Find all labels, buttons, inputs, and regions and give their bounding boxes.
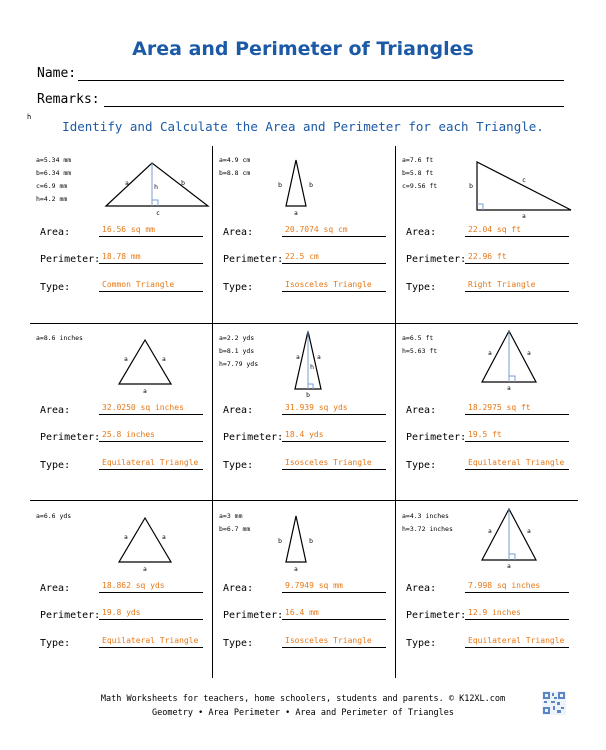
side-label: a [488, 528, 492, 535]
area-line [282, 236, 386, 237]
perimeter-label: Perimeter: [223, 610, 284, 621]
type-answer: Isosceles Triangle [285, 280, 372, 289]
area-label: Area: [40, 405, 71, 416]
right-angle-mark [152, 200, 158, 206]
problem-cell [30, 502, 212, 679]
area-answer: 20.7074 sq cm [285, 225, 348, 234]
side-label: a [294, 210, 298, 217]
side-label: b [309, 538, 313, 545]
type-line [99, 647, 203, 648]
side-label: a [317, 354, 321, 361]
problem-cell [213, 324, 395, 501]
perimeter-answer: 19.8 yds [102, 608, 141, 617]
type-answer: Equilateral Triangle [468, 636, 565, 645]
footer-line-1: Math Worksheets for teachers, home schoolers, students and parents. © K12XL.com [100, 694, 506, 704]
problem-cell [396, 502, 578, 679]
area-line [99, 592, 203, 593]
perimeter-label: Perimeter: [40, 254, 101, 265]
side-label: a [488, 350, 492, 357]
perimeter-answer: 18.4 yds [285, 430, 324, 439]
triangle-figure [396, 146, 578, 226]
type-answer: Right Triangle [468, 280, 536, 289]
right-angle-mark [477, 204, 483, 210]
given-value: a=7.6 ft [402, 156, 434, 164]
given-value: b=6.7 mm [219, 525, 251, 533]
remarks-line [104, 106, 564, 107]
side-label: b [469, 183, 473, 190]
triangle-figure [213, 146, 395, 226]
given-value: a=8.6 inches [36, 334, 83, 342]
perimeter-label: Perimeter: [223, 254, 284, 265]
side-label: a [296, 354, 300, 361]
type-answer: Equilateral Triangle [468, 458, 565, 467]
area-line [99, 414, 203, 415]
area-answer: 31.939 sq yds [285, 403, 348, 412]
triangle-figure [30, 324, 212, 404]
name-field[interactable] [37, 66, 76, 81]
type-label: Type: [40, 460, 71, 471]
worksheet-title: Area and Perimeter of Triangles [132, 38, 474, 60]
remarks-field[interactable] [37, 92, 100, 107]
name-line [78, 80, 564, 81]
area-label: Area: [406, 405, 437, 416]
height-label: h [154, 184, 158, 191]
side-label: a [522, 213, 526, 220]
area-line [465, 236, 569, 237]
given-value: a=4.9 cm [219, 156, 251, 164]
side-label: a [507, 563, 511, 570]
perimeter-label: Perimeter: [40, 432, 101, 443]
triangle-shape [286, 160, 306, 206]
perimeter-line [282, 619, 386, 620]
type-label: Type: [40, 638, 71, 649]
problem-cell [30, 324, 212, 501]
area-label: Area: [40, 583, 71, 594]
side-label: c [156, 210, 160, 217]
instructions: Identify and Calculate the Area and Perimeter for each Triangle. [62, 119, 544, 134]
h-mark: h [27, 113, 32, 121]
type-label: Type: [40, 282, 71, 293]
area-label: Area: [406, 227, 437, 238]
perimeter-label: Perimeter: [223, 432, 284, 443]
perimeter-answer: 22.5 cm [285, 252, 319, 261]
right-angle-mark [509, 376, 515, 382]
given-value: a=6.5 ft [402, 334, 434, 342]
perimeter-answer: 25.8 inches [102, 430, 155, 439]
footer-line-2: Geometry • Area Perimeter • Area and Perimeter of Triangles [152, 708, 454, 718]
side-label: b [309, 182, 313, 189]
perimeter-answer: 18.78 mm [102, 252, 141, 261]
area-answer: 18.862 sq yds [102, 581, 165, 590]
perimeter-line [99, 619, 203, 620]
given-value: b=6.34 mm [36, 169, 72, 177]
side-label: a [143, 566, 147, 573]
problem-cell [213, 502, 395, 679]
side-label: a [507, 385, 511, 392]
perimeter-label: Perimeter: [406, 610, 467, 621]
perimeter-line [465, 263, 569, 264]
perimeter-line [465, 619, 569, 620]
given-value: c=6.9 mm [36, 182, 68, 190]
side-label: b [278, 182, 282, 189]
type-line [99, 469, 203, 470]
given-value: h=7.79 yds [219, 360, 259, 368]
type-label: Type: [406, 638, 437, 649]
area-label: Area: [40, 227, 71, 238]
height-label: h [310, 364, 314, 371]
type-line [282, 469, 386, 470]
name-label: Name: [37, 66, 77, 81]
given-value: a=6.6 yds [36, 512, 72, 520]
perimeter-line [282, 263, 386, 264]
type-line [99, 291, 203, 292]
area-line [465, 414, 569, 415]
given-value: b=8.8 cm [219, 169, 251, 177]
given-value: h=4.2 mm [36, 195, 68, 203]
area-answer: 9.7949 sq mm [285, 581, 343, 590]
side-label: a [124, 534, 128, 541]
perimeter-label: Perimeter: [406, 432, 467, 443]
area-line [465, 592, 569, 593]
side-label: b [181, 180, 185, 187]
perimeter-line [99, 441, 203, 442]
triangle-figure [213, 502, 395, 582]
area-label: Area: [406, 583, 437, 594]
given-value: h=5.63 ft [402, 347, 438, 355]
side-label: a [124, 356, 128, 363]
given-value: b=8.1 yds [219, 347, 255, 355]
perimeter-label: Perimeter: [40, 610, 101, 621]
area-answer: 18.2975 sq ft [468, 403, 531, 412]
type-answer: Isosceles Triangle [285, 636, 372, 645]
side-label: c [522, 177, 526, 184]
triangle-figure [396, 502, 578, 582]
right-angle-mark [509, 554, 515, 560]
type-line [465, 647, 569, 648]
problem-grid [30, 146, 578, 678]
type-label: Type: [406, 460, 437, 471]
type-answer: Common Triangle [102, 280, 175, 289]
area-label: Area: [223, 583, 254, 594]
perimeter-answer: 12.9 inches [468, 608, 521, 617]
type-label: Type: [223, 282, 254, 293]
area-answer: 7.998 sq inches [468, 581, 541, 590]
triangle-figure [30, 146, 212, 226]
area-line [99, 236, 203, 237]
perimeter-line [282, 441, 386, 442]
given-value: a=3 mm [219, 512, 243, 520]
area-answer: 16.56 sq mm [102, 225, 155, 234]
type-answer: Equilateral Triangle [102, 636, 199, 645]
right-angle-mark [308, 384, 313, 389]
problem-cell [396, 324, 578, 501]
triangle-figure [213, 324, 395, 404]
side-label: a [162, 356, 166, 363]
side-label: b [278, 538, 282, 545]
area-label: Area: [223, 227, 254, 238]
area-label: Area: [223, 405, 254, 416]
type-line [282, 291, 386, 292]
triangle-figure [396, 324, 578, 404]
side-label: a [143, 388, 147, 395]
area-line [282, 414, 386, 415]
perimeter-line [99, 263, 203, 264]
triangle-shape [286, 516, 306, 562]
given-value: b=5.8 ft [402, 169, 434, 177]
perimeter-answer: 22.96 ft [468, 252, 507, 261]
triangle-shape [477, 162, 571, 210]
remarks-label: Remarks: [37, 92, 100, 107]
type-label: Type: [223, 460, 254, 471]
side-label: a [162, 534, 166, 541]
given-value: a=4.3 inches [402, 512, 449, 520]
perimeter-answer: 19.5 ft [468, 430, 502, 439]
perimeter-line [465, 441, 569, 442]
problem-cell [213, 146, 395, 323]
area-answer: 22.04 sq ft [468, 225, 521, 234]
qr-code-icon [542, 691, 566, 715]
type-line [465, 291, 569, 292]
type-line [465, 469, 569, 470]
triangle-figure [30, 502, 212, 582]
side-label: a [527, 528, 531, 535]
side-label: a [527, 350, 531, 357]
perimeter-answer: 16.4 mm [285, 608, 319, 617]
side-label: a [125, 180, 129, 187]
type-label: Type: [406, 282, 437, 293]
area-answer: 32.0250 sq inches [102, 403, 184, 412]
given-value: a=5.34 mm [36, 156, 72, 164]
type-answer: Equilateral Triangle [102, 458, 199, 467]
type-answer: Isosceles Triangle [285, 458, 372, 467]
given-value: c=9.56 ft [402, 182, 438, 190]
side-label: b [306, 392, 310, 399]
area-line [282, 592, 386, 593]
type-line [282, 647, 386, 648]
problem-cell [396, 146, 578, 323]
given-value: h=3.72 inches [402, 525, 453, 533]
problem-cell [30, 146, 212, 323]
given-value: a=2.2 yds [219, 334, 255, 342]
perimeter-label: Perimeter: [406, 254, 467, 265]
type-label: Type: [223, 638, 254, 649]
side-label: a [294, 566, 298, 573]
